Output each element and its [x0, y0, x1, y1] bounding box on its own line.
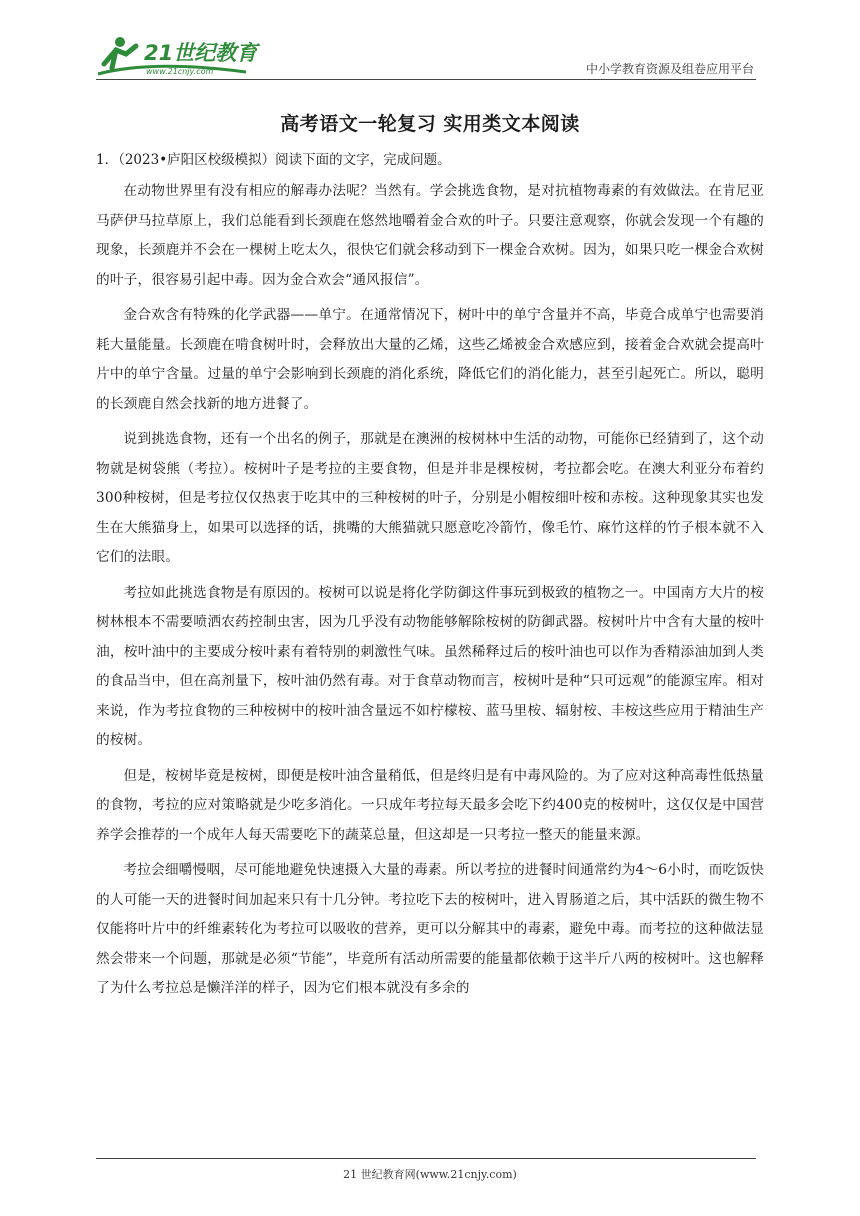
- page-title: 高考语文一轮复习 实用类文本阅读: [280, 113, 580, 135]
- page-footer: 21 世纪教育网(www.21cnjy.com): [343, 1168, 517, 1181]
- logo-text: 21世纪教育: [144, 41, 258, 65]
- paragraph: 金合欢含有特殊的化学武器——单宁。在通常情况下，树叶中的单宁含量并不高，毕竟合成单宁也需要消耗大量能量。长颈鹿在啃食树叶时，会释放出大量的乙烯，这些乙烯被金合欢感应到，接着金合欢就会提高叶片中的单宁含量。过量的单宁会影响到长颈鹿的消化系统，降低它们的消化能力，甚至引起死亡。所以，聪明的长颈鹿自然会找新的地方进餐了。: [96, 307, 764, 412]
- header-divider: [96, 79, 756, 80]
- paragraph: 考拉会细嚼慢咽，尽可能地避免快速摄入大量的毒素。所以考拉的进餐时间通常约为4～6小时，而吃饭快的人可能一天的进餐时间加起来只有十几分钟。考拉吃下去的桉树叶，进入胃肠道之后，其中活跃的微生物不仅能将叶片中的纤维素转化为考拉可以吸收的营养，更可以分解其中的毒素，避免中毒。而考拉的这种做法显然会带来一个问题，那就是必须“节能”，毕竟所有活动所需要的能量都依赖于这半斤八两的桉树叶。这也解释了为什么考拉总是懒洋洋的样子，因为它们根本就没有多余的: [96, 862, 764, 996]
- paragraph: 考拉如此挑选食物是有原因的。桉树可以说是将化学防御这件事玩到极致的植物之一。中国南方大片的桉树林根本不需要喷洒农药控制虫害，因为几乎没有动物能够解除桉树的防御武器。桉树叶片中含有大量的桉叶油，桉叶油中的主要成分桉叶素有着特别的刺激性气味。虽然稀释过后的桉叶油也可以作为香精添油加到人类的食品当中，但在高剂量下，桉叶油仍然有毒。对于食草动物而言，桉树叶是种“只可远观”的能源宝库。相对来说，作为考拉食物的三种桉树中的桉叶油含量远不如柠檬桉、蓝马里桉、辐射桉、丰桉这些应用于精油生产的桉树。: [96, 584, 764, 748]
- footer-divider: [96, 1158, 756, 1159]
- paragraph: 说到挑选食物，还有一个出名的例子，那就是在澳洲的桉树林中生活的动物，可能你已经猜到了，这个动物就是树袋熊（考拉）。桉树叶子是考拉的主要食物，但是并非是棵桉树，考拉都会吃。在澳大利亚分布着约300种桉树，但是考拉仅仅热衷于吃其中的三种桉树的叶子，分别是小帽桉细叶桉和赤桉。这种现象其实也发生在大熊猫身上，如果可以选择的话，挑嘴的大熊猫就只愿意吃冷箭竹，像毛竹、麻竹这样的竹子根本就不入它们的法眼。: [96, 431, 764, 565]
- article-body: [96, 147, 764, 1004]
- platform-name: 中小学教育资源及组卷应用平台: [585, 62, 754, 76]
- paragraph: 但是，桉树毕竟是桉树，即便是桉叶油含量稍低，但是终归是有中毒风险的。为了应对这种高毒性低热量的食物，考拉的应对策略就是少吃多消化。一只成年考拉每天最多会吃下约400克的桉树叶，这仅仅是中国营养学会推荐的一个成年人每天需要吃下的蔬菜总量，但这却是一只考拉一整天的能量来源。: [96, 767, 764, 843]
- page-header: [96, 30, 756, 82]
- paragraph: 在动物世界里有没有相应的解毒办法呢？当然有。学会挑选食物，是对抗植物毒素的有效做法。在肯尼亚马萨伊马拉草原上，我们总能看到长颈鹿在悠然地嚼着金合欢的叶子。只要注意观察，你就会发现一个有趣的现象，长颈鹿并不会在一棵树上吃太久，很快它们就会移动到下一棵金合欢树。因为，如果只吃一棵金合欢树的叶子，很容易引起中毒。因为金合欢会“通风报信”。: [96, 183, 764, 288]
- question-heading: [96, 147, 764, 173]
- site-logo: [96, 34, 266, 78]
- question-number: 1．: [96, 152, 119, 168]
- logo-url: www.21cnjy.com: [146, 67, 214, 76]
- question-source: （2023•庐阳区校级模拟）阅读下面的文字，完成问题。: [118, 152, 451, 168]
